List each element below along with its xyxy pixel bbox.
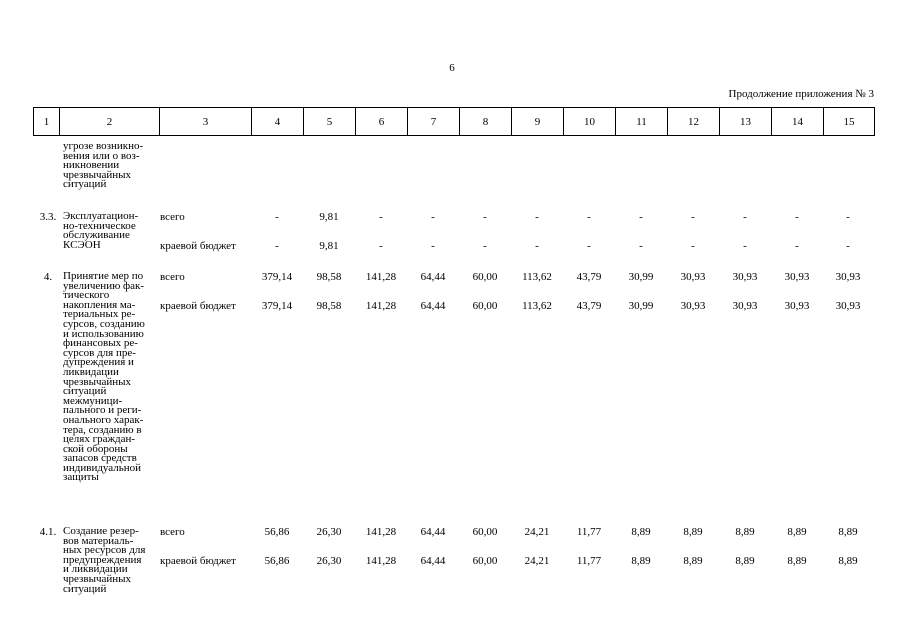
value-cell: -: [483, 240, 487, 252]
row-number: 4.: [43, 271, 53, 283]
value-cell: 56,86: [264, 526, 290, 538]
value-cell: 64,44: [420, 300, 446, 312]
row-name: угрозе возникно- вения или о воз- никновении чрезвычайных ситуаций: [63, 140, 144, 191]
value-cell: 43,79: [576, 300, 602, 312]
header-cell: 11: [616, 108, 668, 136]
value-cell: -: [431, 211, 435, 223]
header-cell: 8: [460, 108, 512, 136]
value-cell: -: [846, 211, 850, 223]
header-cell: 6: [356, 108, 408, 136]
continuation-caption: Продолжение приложения № 3: [728, 88, 874, 100]
value-cell: 141,28: [365, 271, 397, 283]
value-cell: -: [743, 211, 747, 223]
value-cell: 98,58: [316, 271, 342, 283]
row-source-label: краевой бюджет: [160, 240, 236, 252]
value-cell: 24,21: [524, 555, 550, 567]
value-cell: 9,81: [319, 211, 339, 223]
value-cell: -: [795, 240, 799, 252]
header-cell: 15: [824, 108, 875, 136]
value-cell: 8,89: [631, 526, 651, 538]
value-cell: 30,93: [835, 271, 861, 283]
value-cell: -: [795, 211, 799, 223]
header-cell: 14: [772, 108, 824, 136]
value-cell: 30,93: [835, 300, 861, 312]
value-cell: 60,00: [472, 555, 498, 567]
row-source-label: всего: [160, 271, 185, 283]
value-cell: 113,62: [522, 271, 552, 283]
value-cell: 30,93: [732, 300, 758, 312]
value-cell: 30,99: [628, 300, 654, 312]
value-cell: -: [275, 240, 279, 252]
value-cell: 8,89: [838, 526, 858, 538]
value-cell: -: [639, 240, 643, 252]
column-number-header: [33, 107, 875, 136]
value-cell: 60,00: [472, 271, 498, 283]
value-cell: 8,89: [787, 555, 807, 567]
value-cell: -: [275, 211, 279, 223]
value-cell: 30,99: [628, 271, 654, 283]
row-name: Принятие мер по увеличению фак- тического накопления ма- териальных ре- сурсов, созданию и использованию финансовых ре- сурсов для пре- дупреждения и ликвидации чрезвычайных ситуаций межмуници- пального и реги- онального харак- тера, созданию в целях граждан- ской обороны запасов средств индивидуальной защиты: [63, 270, 145, 484]
value-cell: -: [691, 240, 695, 252]
row-source-label: всего: [160, 526, 185, 538]
value-cell: 141,28: [365, 526, 397, 538]
value-cell: 26,30: [316, 555, 342, 567]
value-cell: 8,89: [838, 555, 858, 567]
value-cell: 60,00: [472, 526, 498, 538]
header-cell: 2: [60, 108, 160, 136]
value-cell: 8,89: [735, 555, 755, 567]
page-number: 6: [449, 62, 455, 74]
value-cell: 30,93: [680, 271, 706, 283]
value-cell: 141,28: [365, 300, 397, 312]
value-cell: -: [743, 240, 747, 252]
value-cell: -: [379, 211, 383, 223]
value-cell: -: [587, 240, 591, 252]
value-cell: 8,89: [787, 526, 807, 538]
value-cell: -: [587, 211, 591, 223]
header-cell: 1: [34, 108, 60, 136]
value-cell: -: [483, 211, 487, 223]
value-cell: 30,93: [732, 271, 758, 283]
value-cell: 98,58: [316, 300, 342, 312]
value-cell: -: [535, 240, 539, 252]
value-cell: -: [379, 240, 383, 252]
value-cell: 141,28: [365, 555, 397, 567]
value-cell: 8,89: [735, 526, 755, 538]
header-cell: 4: [252, 108, 304, 136]
value-cell: -: [691, 211, 695, 223]
header-cell: 10: [564, 108, 616, 136]
row-source-label: краевой бюджет: [160, 555, 236, 567]
value-cell: 11,77: [576, 555, 602, 567]
value-cell: 379,14: [261, 300, 293, 312]
value-cell: 24,21: [524, 526, 550, 538]
value-cell: 64,44: [420, 271, 446, 283]
value-cell: 30,93: [784, 271, 810, 283]
value-cell: 9,81: [319, 240, 339, 252]
row-name: Эксплуатацион- но-техническое обслуживание КСЭОН: [63, 210, 139, 251]
row-number: 3.3.: [39, 211, 57, 223]
value-cell: 43,79: [576, 271, 602, 283]
header-cell: 3: [160, 108, 252, 136]
value-cell: 11,77: [576, 526, 602, 538]
row-source-label: краевой бюджет: [160, 300, 236, 312]
value-cell: 8,89: [683, 555, 703, 567]
value-cell: 60,00: [472, 300, 498, 312]
header-cell: 5: [304, 108, 356, 136]
value-cell: 379,14: [261, 271, 293, 283]
value-cell: 56,86: [264, 555, 290, 567]
header-cell: 13: [720, 108, 772, 136]
header-cell: 9: [512, 108, 564, 136]
header-cell: 7: [408, 108, 460, 136]
header-cell: 12: [668, 108, 720, 136]
value-cell: -: [535, 211, 539, 223]
value-cell: 26,30: [316, 526, 342, 538]
row-name: Создание резер- вов материаль- ных ресурсов для предупреждения и ликвидации чрезвычайных ситуаций: [63, 525, 146, 595]
value-cell: 8,89: [631, 555, 651, 567]
value-cell: 113,62: [522, 300, 552, 312]
value-cell: 30,93: [784, 300, 810, 312]
value-cell: -: [639, 211, 643, 223]
row-source-label: всего: [160, 211, 185, 223]
value-cell: -: [846, 240, 850, 252]
value-cell: -: [431, 240, 435, 252]
value-cell: 64,44: [420, 555, 446, 567]
value-cell: 8,89: [683, 526, 703, 538]
row-number: 4.1.: [39, 526, 57, 538]
value-cell: 30,93: [680, 300, 706, 312]
value-cell: 64,44: [420, 526, 446, 538]
